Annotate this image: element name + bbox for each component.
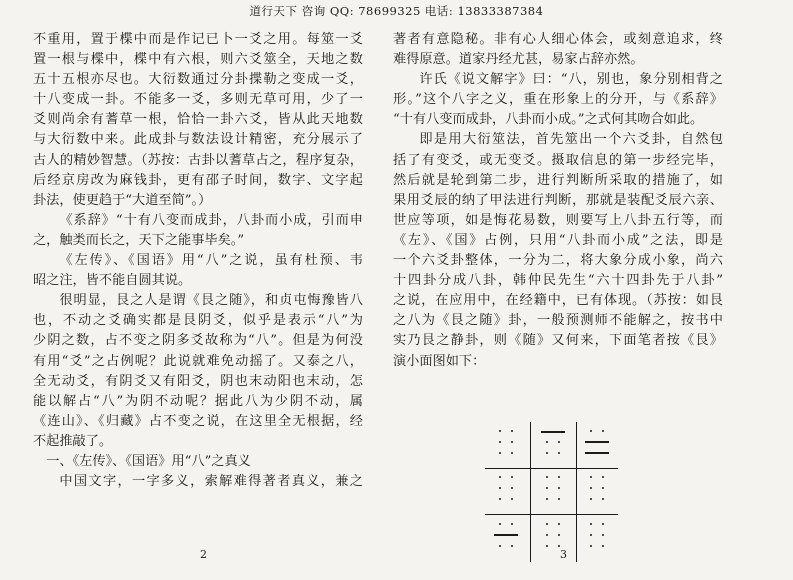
- text-line: 不起推敲了。: [33, 433, 113, 449]
- text-line: 难得原意。道家丹经尤甚，易家占辞亦然。: [393, 52, 644, 68]
- text-line: 《左》、《国》占例，只用“八卦而小成”之法，即是: [393, 232, 723, 248]
- text-line: 《连山》、《归藏》占不变之说，在这里全无根据，经: [33, 413, 363, 429]
- trigram-cell: [584, 428, 614, 458]
- text-line: 《左传》、《国语》用“八”之说，虽有杜预、韦: [59, 253, 363, 269]
- text-line: 果用爻辰的纳了甲法进行判断，那就是装配爻辰六亲、: [393, 192, 723, 208]
- text-line: 《系辞》“十有八变而成卦，八卦而小成，引而申: [59, 212, 363, 228]
- text-line: 卦法，使更趋于“大道至简”。）: [33, 192, 212, 208]
- text-line: 有用“爻”之占例呢？此说就难免动摇了。又泰之八，: [33, 353, 363, 369]
- page-header: 道行天下 咨询 QQ: 78699325 电话: 13833387384: [249, 4, 544, 18]
- text-line: 能以解占“八”为阴不动呢？据此八为少阴不动，属: [33, 393, 363, 409]
- text-line: 即是用大衍筮法，首先筮出一个六爻卦，自然包: [419, 132, 723, 148]
- text-line: 很明显，艮之人是谓《艮之随》，和贞屯悔豫皆八: [59, 293, 363, 309]
- text-line: 然后就是轮到第二步，进行判断所采取的措施了，如: [393, 172, 723, 188]
- left-page: [33, 30, 363, 492]
- trigram-cell: [493, 428, 523, 458]
- text-line: 之说，在应用中，在经籍中，已有体现。（苏按：如艮: [393, 293, 723, 309]
- trigram-cell: [493, 520, 523, 550]
- text-line: 一个六爻卦整体，一分为二，将大象分成小象，尚六: [393, 253, 723, 269]
- text-line: 演小面图如下：: [393, 353, 486, 369]
- trigram-cell: [539, 520, 569, 550]
- section-heading: 一、《左传》、《国语》用“八”之真义: [46, 453, 251, 469]
- text-line: 形。”这个八字之义，重在形象上的分开，与《系辞》: [393, 92, 723, 108]
- trigram-cell: [493, 474, 523, 504]
- text-line: 昭之注，皆不能自圆其说。: [33, 273, 192, 289]
- text-line: 古人的精妙智慧。（苏按：古卦以蓍草占之，程序复杂，: [33, 152, 363, 168]
- trigram-diagram: [485, 422, 618, 562]
- text-line: 十八变成一卦。不能多一爻，多则无草可用，少了一: [33, 92, 363, 108]
- text-line: 十四卦分成八卦，韩仲民先生“六十四卦先于八卦”: [393, 273, 723, 289]
- text-line: 中国文字，一字多义，索解难得著者真义，兼之: [59, 474, 363, 490]
- trigram-cell: [584, 520, 614, 550]
- page-number-left: 2: [200, 548, 207, 561]
- grid-line: [485, 468, 618, 469]
- text-line: 全无动爻，有阴爻又有阳爻，阴也末动阳也末动，怎: [33, 373, 363, 389]
- text-line: 著者有意隐秘。非有心人细心体会，或刻意追求，终: [393, 32, 723, 47]
- text-line: 少阴之数，占不变之阴多爻故称为“八”。但是为何没: [33, 333, 363, 349]
- text-line: 实乃艮之静卦，则《随》又何来，下面笔者按《艮》: [393, 333, 723, 349]
- trigram-cell: [539, 474, 569, 504]
- trigram-cell: [539, 428, 569, 458]
- page-number-right: 3: [560, 548, 567, 561]
- text-line: 与大衍数中来。此成卦与数法设计精密，充分展示了: [33, 132, 363, 148]
- grid-line: [530, 422, 531, 562]
- text-line: 许氏《说文解字》曰：“八，别也，象分别相背之: [419, 72, 723, 88]
- text-line: 不重用，置于楪中而是作记已卜一爻之用。每筮一爻: [33, 32, 363, 47]
- grid-line: [485, 514, 618, 515]
- text-line: 之八为《艮之随》卦，一般预测师不能解之，按书中: [393, 313, 723, 329]
- text-line: 爻则尚余有蓍草一根，恰恰一卦六爻，皆从此天地数: [33, 112, 363, 128]
- text-line: 也，不动之爻确实都是艮阴爻，似乎是表示“八”为: [33, 313, 363, 329]
- text-line: 括了有变爻，或无变爻。摄取信息的第一步经完毕，: [393, 152, 723, 168]
- right-page: [393, 30, 723, 372]
- text-line: 置一根与楪中，楪中有六根，则六爻筮全，天地之数: [33, 52, 363, 68]
- text-line: 后经京房改为麻钱卦，更有邵子时间，数字、文字起: [33, 172, 363, 188]
- text-line: 五十五根亦尽也。大衍数通过分卦揲勒之变成一爻，: [33, 72, 363, 88]
- trigram-cell: [584, 474, 614, 504]
- text-line: “十有八变而成卦，八卦而小成。”之式何其吻合如此。: [393, 112, 704, 128]
- text-line: 世应等项，如是悔花易数，则要写上八卦五行等，而: [393, 212, 723, 228]
- text-line: 之，触类而长之，天下之能事毕矣。”: [33, 232, 245, 248]
- grid-line: [576, 422, 577, 562]
